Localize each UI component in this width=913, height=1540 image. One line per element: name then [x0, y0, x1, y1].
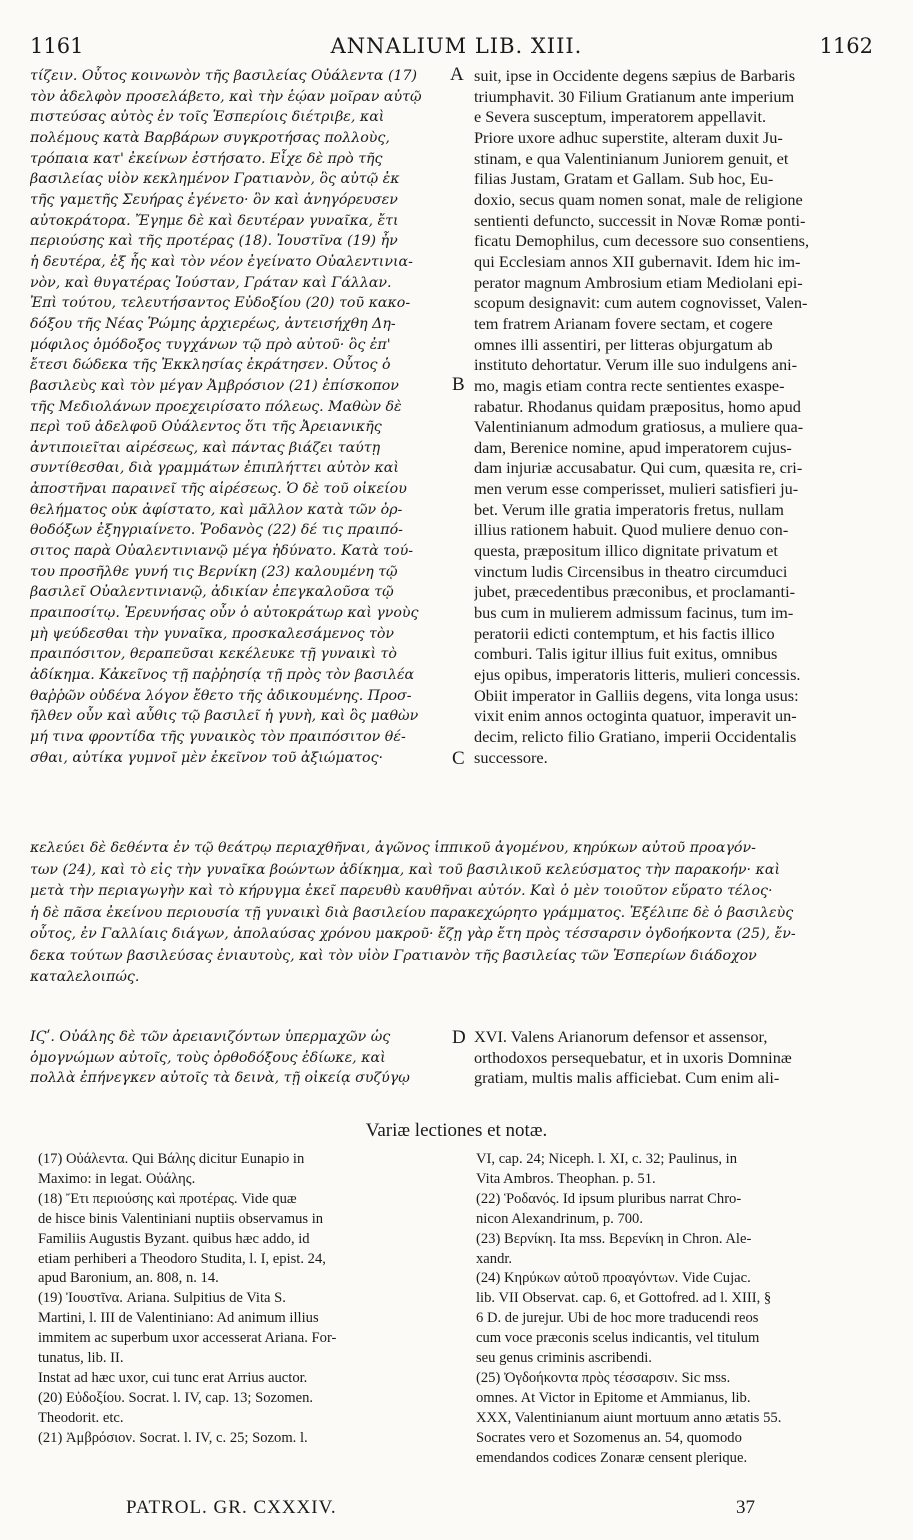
text-line: rabatur. Rhodanus quidam præpositus, homo apud: [474, 396, 801, 416]
text-line: bus cum in mulierem admissum facinus, tum im-: [474, 603, 794, 623]
marker-d: D: [452, 1027, 466, 1048]
text-line: δόξου τῆς Νέας Ῥώμης ἀρχιερέως, ἀντεισήχθη Δη-: [30, 315, 396, 332]
text-line: μὴ ψεύδεσθαι τὴν γυναῖκα, προσκαλεσάμενος τὸν: [30, 625, 395, 642]
marker-b: B: [452, 374, 465, 395]
text-line: bet. Verum ille gratia imperatoris fretus, nullam: [474, 499, 784, 519]
text-line: peratorii edicti contemptum, et his factis illico: [474, 623, 775, 643]
text-line: apud Baronium, an. 808, n. 14.: [38, 1270, 219, 1287]
text-line: οὗτος, ἐν Γαλλίαις διάγων, ἀπολαύσας χρόνου μακροῦ· ἔζῃ γὰρ ἔτη πρὸς τέσσαρσιν ὀγδοήκοντα (25), ἔν-: [30, 926, 796, 942]
text-line: Maximo: in legat. Οὐάλης.: [38, 1170, 196, 1187]
text-line: dam injuriæ accusabatur. Qui cum, quæsita re, cri-: [474, 458, 803, 478]
text-line: τὸν ἀδελφὸν προσελάβετο, καὶ τὴν ἑῴαν μοῖραν αὐτῷ: [30, 88, 422, 105]
text-line: ΙϚʹ. Οὐάλης δὲ τῶν ἀρειανιζόντων ὑπερμαχῶν ὡς: [30, 1029, 391, 1045]
text-line: (19) Ἰουστῖνα. Ariana. Sulpitius de Vita S.: [38, 1290, 286, 1307]
text-line: συντίθεσθαι, διὰ γραμμάτων ἐπιπλήττει αὐτὸν καὶ: [30, 460, 399, 477]
text-line: βασιλεῖ Οὐαλεντινιανῷ, ἀδικίαν ἐπεγκαλοῦσα τῷ: [30, 584, 394, 601]
text-line: sentienti defuncto, successit in Novæ Romæ ponti-: [474, 210, 806, 230]
text-line: lib. VII Observat. cap. 6, et Gottofred. ad l. XIII, §: [476, 1290, 772, 1307]
text-line: Priore uxore adhuc superstite, alteram duxit Ju-: [474, 127, 783, 147]
text-line: etiam perhiberi a Theodoro Studita, l. I, epist. 24,: [38, 1250, 326, 1267]
text-line: πολλὰ ἐπήνεγκεν αὐτοῖς τὰ δεινὰ, τῇ οἰκείᾳ συζύγῳ: [30, 1070, 410, 1087]
text-line: σθαι, αὐτίκα γυμνοῖ μὲν ἐκεῖνον τοῦ ἀξιώματος·: [30, 749, 384, 766]
text-line: ἡ δευτέρα, ἐξ ἧς καὶ τὸν νέον ἐγείνατο Οὐαλεντινια-: [30, 253, 413, 270]
text-line: xandr.: [476, 1250, 513, 1267]
full-width-greek: [30, 838, 882, 989]
text-line: men verum esse comperisset, mulieri satisfieri ju-: [474, 479, 799, 499]
text-line: (17) Οὐάλεντα. Qui Βάλης dicitur Eunapio in: [38, 1151, 305, 1167]
notes-right-column: [476, 1150, 886, 1469]
text-line: emendandos codices Zonaræ censent plerique.: [476, 1449, 748, 1466]
text-line: μόφιλος ὁμόδοξος τυγχάνων τῷ πρὸ αὐτοῦ· ὃς ἐπ': [30, 336, 391, 353]
text-line: θοδόξων ἐξηγριαίνετο. Ῥοδανὸς (22) δέ τις πραιπό-: [30, 522, 403, 539]
text-line: Valentinianum admodum gratiosus, a muliere qua-: [474, 417, 804, 437]
text-line: πραιποσίτῳ. Ἐρευνήσας οὖν ὁ αὐτοκράτωρ καὶ γνοὺς: [30, 605, 419, 622]
text-line: triumphavit. 30 Filium Gratianum ante imperium: [474, 86, 795, 106]
text-line: Ἐπὶ τούτου, τελευτήσαντος Εὐδοξίου (20) τοῦ κακο-: [30, 295, 411, 312]
text-line: Theodorit. etc.: [38, 1409, 124, 1426]
text-line: μετὰ τὴν περιαγωγὴν καὶ τὸ κήρυγμα ἐκεῖ παρευθὺ καυθῆναι αὐτόν. Καὶ ὁ μὲν τοιοῦτον εὕρατο τέλος·: [30, 883, 773, 899]
text-line: ejus opibus, imperatoris litteris, mulieri concessis.: [474, 665, 801, 685]
text-line: mo, magis etiam contra recte sentientes exaspe-: [474, 375, 785, 395]
text-line: (23) Βερνίκη. Ita mss. Βερενίκη in Chron. Ale-: [476, 1230, 752, 1247]
text-line: nicon Alexandrinum, p. 700.: [476, 1210, 643, 1227]
text-line: suit, ipse in Occidente degens sæpius de Barbaris: [474, 66, 796, 85]
text-line: omnes. At Victor in Epitome et Ammianus, lib.: [476, 1389, 751, 1406]
text-line: (21) Ἀμβρόσιον. Socrat. l. IV, c. 25; Sozom. l.: [38, 1429, 308, 1446]
text-line: (25) Ὀγδοήκοντα πρὸς τέσσαρσιν. Sic mss.: [476, 1369, 731, 1386]
text-line: κελεύει δὲ δεθέντα ἐν τῷ θεάτρῳ περιαχθῆναι, ἀγῶνος ἱππικοῦ ἀγομένου, κηρύκων αὐτοῦ προαγόν-: [30, 840, 756, 856]
text-line: καταλελοιπώς.: [30, 969, 140, 985]
text-line: περὶ τοῦ ἀδελφοῦ Οὐάλεντος ὅτι τῆς Ἀρειανικῆς: [30, 419, 382, 436]
text-line: successore.: [474, 747, 548, 767]
text-line: τίζειν. Οὗτος κοινωνὸν τῆς βασιλείας Οὐάλεντα (17): [30, 68, 418, 84]
text-line: ἀντιποιεῖται αἱρέσεως, καὶ πάντας βιάζει ταύτῃ: [30, 439, 381, 456]
running-title: ANNALIUM LIB. XIII.: [330, 34, 583, 58]
latin-section-16: [474, 1027, 886, 1089]
text-line: perator magnum Ambrosium etiam Mediolani epi-: [474, 272, 803, 292]
text-line: Obiit imperator in Galliis degens, vita longa usus:: [474, 685, 799, 705]
greek-section-16: [30, 1027, 460, 1089]
text-line: e Severa susceptum, imperatorem appellavit.: [474, 107, 767, 127]
text-line: seu genus criminis ascribendi.: [476, 1350, 652, 1367]
text-line: τῆς γαμετῆς Σευήρας ἐγένετο· ὃν καὶ ἀνηγόρευσεν: [30, 191, 398, 208]
text-line: Instat ad hæc uxor, cui tunc erat Arrius auctor.: [38, 1369, 308, 1386]
footer-signature: 37: [736, 1497, 755, 1518]
text-line: των (24), καὶ τὸ εἰς τὴν γυναῖκα βοώντων ἀδίκημα, καὶ τοῦ βασιλικοῦ κελεύσματος τὴν παρακοήν· καὶ: [30, 861, 781, 878]
text-line: ἔτεσι δώδεκα τῆς Ἐκκλησίας ἐκράτησεν. Οὗτος ὁ: [30, 357, 391, 374]
text-line: πολέμους κατὰ Βαρβάρων συγκροτήσας πολλοὺς,: [30, 129, 390, 146]
text-line: πιστεύσας αὐτὸς ἐν τοῖς Ἑσπερίοις διέτριβε, καὶ: [30, 109, 385, 126]
text-line: του προσῆλθε γυνή τις Βερνίκη (23) καλουμένη τῷ: [30, 563, 398, 580]
text-line: τῆς Μεδιολάνων προεχειρίσατο πόλεως. Μαθὼν δὲ: [30, 398, 402, 415]
text-line: (22) Ῥοδανός. Id ipsum pluribus narrat Chro-: [476, 1190, 742, 1207]
text-line: ῆλθεν οὖν καὶ αὖθις τῷ βασιλεῖ ἡ γυνὴ, καὶ ὃς μαθὼν: [30, 708, 419, 725]
text-line: decim, relicto filio Gratiano, imperii Occidentalis: [474, 727, 797, 746]
text-line: αὐτοκράτορα. Ἔγημε δὲ καὶ δευτέραν γυναῖκα, ἔτι: [30, 212, 399, 229]
text-line: vinctum ludis Circensibus in theatro circumduci: [474, 561, 788, 581]
text-line: Socrates vero et Sozomenus an. 54, quomodo: [476, 1429, 742, 1446]
text-line: qui Ecclesiam annos XII gubernavit. Idem hic im-: [474, 251, 801, 271]
text-line: XXX, Valentinianum aiunt mortuum anno ætatis 55.: [476, 1409, 782, 1426]
text-line: (20) Εὐδοξίου. Socrat. l. IV, cap. 13; Sozomen.: [38, 1389, 314, 1406]
text-line: 6 D. de jurejur. Ubi de hoc more traducendi reos: [476, 1310, 759, 1327]
text-line: doxio, secus quam nomen sonat, male de religione: [474, 189, 803, 209]
text-line: βασιλείας υἱὸν κεκλημένον Γρατιανὸν, ὃς αὐτῷ ἐκ: [30, 171, 400, 188]
text-line: βασιλεὺς καὶ τὸν μέγαν Ἀμβρόσιον (21) ἐπίσκοπον: [30, 377, 399, 394]
notes-left-column: [38, 1150, 458, 1449]
text-line: orthodoxos persequebatur, et in uxoris Domninæ: [474, 1047, 792, 1067]
footer-patrology: PATROL. GR. CXXXIV.: [126, 1497, 337, 1518]
text-line: θαῤῥῶν οὐδένα λόγον ἔθετο τῆς ἀδικουμένης. Προσ-: [30, 687, 412, 704]
text-line: scopum designavit: cum autem cognovisset, Valen-: [474, 293, 808, 313]
text-line: σιτος παρὰ Οὐαλεντινιανῷ μέγα ἠδύνατο. Κατὰ τού-: [30, 543, 413, 560]
text-line: πραιπόσιτον, θεραπεῦσαι κεκέλευκε τῇ γυναικὶ τὸ: [30, 646, 397, 663]
text-line: (18) Ἔτι περιούσης καὶ προτέρας. Vide quæ: [38, 1190, 297, 1207]
notes-title: Variæ lectiones et notæ.: [365, 1120, 548, 1141]
text-line: dam, Berenice nomine, apud imperatorem cujus-: [474, 437, 792, 457]
text-line: ficatu Demophilus, cum decessore suo consentiens,: [474, 231, 810, 251]
text-line: instituto dehortatur. Verum ille suo indulgens ani-: [474, 355, 798, 375]
text-line: ἀδίκημα. Κἀκεῖνος τῇ παῤῥησίᾳ τῇ πρὸς τὸν βασιλέα: [30, 667, 415, 684]
latin-column: [474, 66, 886, 768]
text-line: vixit enim annos octoginta quatuor, imperavit un-: [474, 706, 797, 726]
text-line: θελήματος οὐκ ἀφίστατο, καὶ μᾶλλον κατὰ τῶν ὀρ-: [30, 501, 403, 518]
greek-column: [30, 66, 460, 768]
text-line: illius rationem habuit. Quod muliere denuo con-: [474, 520, 789, 540]
text-line: comburi. Talis igitur illius fuit exitus, omnibus: [474, 644, 778, 664]
text-line: jubet, præcedentibus præconibus, et proclamanti-: [474, 582, 796, 602]
text-line: stinam, e qua Valentinianum Juniorem genuit, et: [474, 148, 789, 168]
text-line: (24) Κηρύκων αὐτοῦ προαγόντων. Vide Cujac.: [476, 1270, 751, 1287]
text-line: de hisce binis Valentiniani nuptiis observamus in: [38, 1210, 324, 1227]
text-line: Familiis Augustis Byzant. quibus hæc addo, id: [38, 1230, 310, 1247]
text-line: Martini, l. III de Valentiniano: Ad animum illius: [38, 1310, 319, 1327]
text-line: ὁμογνώμων αὐτοῖς, τοὺς ὀρθοδόξους ἐδίωκε, καὶ: [30, 1049, 386, 1066]
page-number-right: 1162: [819, 34, 873, 58]
marker-c: C: [452, 748, 465, 769]
text-line: ἡ δὲ πᾶσα ἐκείνου περιουσία τῇ γυναικὶ διὰ βασιλείου παρακεχώρητο γράμματος. Ἐξέλιπε δὲ ὁ βασιλεὺς: [30, 904, 794, 921]
text-line: filias Justam, Gratam et Gallam. Sub hoc, Eu-: [474, 169, 774, 189]
text-line: immitem ac superbum uxor accesserat Ariana. For-: [38, 1330, 337, 1347]
text-line: questa, præpositum illico dignitate privatum et: [474, 541, 778, 561]
text-line: gratiam, multis malis afficiebat. Cum enim ali-: [474, 1068, 780, 1088]
marker-a: A: [450, 64, 464, 85]
text-line: XVI. Valens Arianorum defensor et assensor,: [474, 1027, 768, 1046]
page-number-left: 1161: [30, 34, 84, 58]
text-line: tunatus, lib. II.: [38, 1350, 124, 1367]
text-line: VI, cap. 24; Niceph. l. XI, c. 32; Paulinus, in: [476, 1151, 738, 1167]
text-line: μή τινα φροντίδα τῆς γυναικὸς τὸν πραιπόσιτον θέ-: [30, 729, 406, 745]
text-line: Vita Ambros. Theophan. p. 51.: [476, 1170, 656, 1187]
text-line: νὸν, καὶ θυγατέρας Ἰούσταν, Γράταν καὶ Γάλλαν.: [30, 274, 392, 291]
text-line: ἀποστῆναι παραινεῖ τῆς αἱρέσεως. Ὁ δὲ τοῦ οἰκείου: [30, 481, 407, 498]
text-line: τρόπαια κατ' ἐκείνων ἐστήσατο. Εἶχε δὲ πρὸ τῆς: [30, 150, 383, 167]
text-line: omnes illi assentiri, per litteras objurgatum ab: [474, 334, 773, 354]
text-line: tem fratrem Arianam fovere sectam, et cogere: [474, 313, 773, 333]
text-line: περιούσης καὶ τῆς προτέρας (18). Ἰουστῖνα (19) ἦν: [30, 233, 398, 250]
text-line: δεκα τούτων βασιλεύσας ἐνιαυτοὺς, καὶ τὸν υἱὸν Γρατιανὸν τῆς βασιλείας τῶν Ἑσπερίων διάδοχον: [30, 947, 757, 964]
text-line: cum voce præconis scelus indicantis, vel titulum: [476, 1330, 760, 1347]
